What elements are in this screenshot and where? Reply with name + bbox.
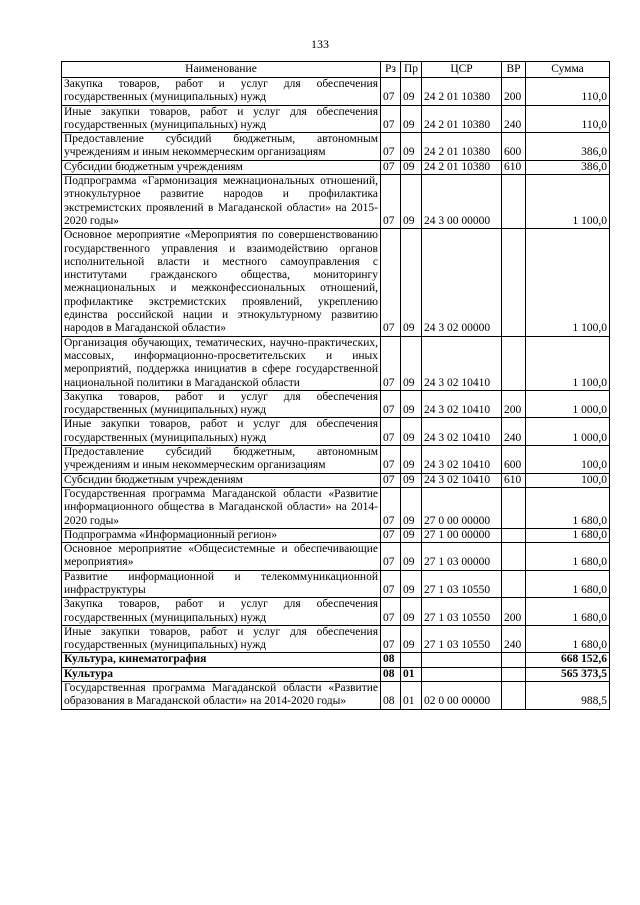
table-row <box>62 418 610 446</box>
cell-rz: 07 <box>381 625 401 653</box>
table-row <box>62 528 610 542</box>
cell-csr: 24 3 02 10410 <box>422 473 502 487</box>
cell-sum: 1 680,0 <box>526 598 610 626</box>
cell-sum: 386,0 <box>526 160 610 174</box>
table-row <box>62 570 610 598</box>
table-row <box>62 487 610 528</box>
cell-vr <box>502 667 526 681</box>
cell-pr: 09 <box>401 418 422 446</box>
header-pr: Пр <box>401 62 422 78</box>
cell-rz: 07 <box>381 487 401 528</box>
cell-sum: 1 680,0 <box>526 543 610 571</box>
cell-pr: 01 <box>401 682 422 710</box>
table-row <box>62 229 610 336</box>
cell-rz: 07 <box>381 473 401 487</box>
cell-rz: 07 <box>381 543 401 571</box>
cell-csr: 24 2 01 10380 <box>422 105 502 133</box>
cell-rz: 08 <box>381 682 401 710</box>
cell-name: Закупка товаров, работ и услуг для обеспечения государственных (муниципальных) нужд <box>62 390 381 418</box>
cell-name: Иные закупки товаров, работ и услуг для обеспечения государственных (муниципальных) нужд <box>62 105 381 133</box>
cell-pr: 09 <box>401 133 422 161</box>
cell-csr: 27 1 00 00000 <box>422 528 502 542</box>
cell-name: Иные закупки товаров, работ и услуг для обеспечения государственных (муниципальных) нужд <box>62 625 381 653</box>
cell-pr: 09 <box>401 78 422 106</box>
cell-csr: 24 3 02 10410 <box>422 390 502 418</box>
cell-pr: 09 <box>401 598 422 626</box>
cell-pr: 09 <box>401 446 422 474</box>
cell-vr: 610 <box>502 473 526 487</box>
cell-sum: 1 100,0 <box>526 336 610 390</box>
cell-name: Организация обучающих, тематических, научно-практических, массовых, информационно-просветительских и иных мероприятий, поддержка инициатив в сфере государственной национальной политики в Магаданской области <box>62 336 381 390</box>
cell-vr: 200 <box>502 390 526 418</box>
cell-pr: 09 <box>401 570 422 598</box>
cell-vr: 240 <box>502 105 526 133</box>
table-row <box>62 653 610 667</box>
cell-vr: 200 <box>502 78 526 106</box>
cell-sum: 100,0 <box>526 446 610 474</box>
table-row <box>62 78 610 106</box>
cell-rz: 07 <box>381 418 401 446</box>
cell-name: Субсидии бюджетным учреждениям <box>62 160 381 174</box>
cell-pr: 09 <box>401 390 422 418</box>
cell-rz: 07 <box>381 528 401 542</box>
cell-rz: 08 <box>381 667 401 681</box>
cell-vr: 610 <box>502 160 526 174</box>
cell-rz: 08 <box>381 653 401 667</box>
cell-name: Подпрограмма «Гармонизация межнациональных отношений, этнокультурное развитие народов и профилактика экстремистских проявлений в Магаданской области» на 2015-2020 годы» <box>62 175 381 229</box>
table-row <box>62 598 610 626</box>
cell-sum: 1 680,0 <box>526 487 610 528</box>
table-row <box>62 390 610 418</box>
cell-sum: 988,5 <box>526 682 610 710</box>
cell-sum: 565 373,5 <box>526 667 610 681</box>
cell-csr: 27 1 03 10550 <box>422 598 502 626</box>
cell-rz: 07 <box>381 446 401 474</box>
cell-csr: 02 0 00 00000 <box>422 682 502 710</box>
cell-csr: 27 1 03 10550 <box>422 625 502 653</box>
cell-rz: 07 <box>381 336 401 390</box>
cell-pr: 09 <box>401 336 422 390</box>
cell-sum: 1 000,0 <box>526 390 610 418</box>
cell-name: Культура, кинематография <box>62 653 381 667</box>
cell-csr: 24 2 01 10380 <box>422 133 502 161</box>
cell-csr: 24 3 02 00000 <box>422 229 502 336</box>
cell-name: Подпрограмма «Информационный регион» <box>62 528 381 542</box>
cell-name: Культура <box>62 667 381 681</box>
cell-vr <box>502 682 526 710</box>
cell-csr: 24 2 01 10380 <box>422 78 502 106</box>
cell-rz: 07 <box>381 175 401 229</box>
table-row <box>62 667 610 681</box>
cell-vr: 600 <box>502 133 526 161</box>
header-csr: ЦСР <box>422 62 502 78</box>
cell-rz: 07 <box>381 390 401 418</box>
cell-rz: 07 <box>381 160 401 174</box>
cell-vr: 600 <box>502 446 526 474</box>
cell-vr <box>502 653 526 667</box>
cell-sum: 1 000,0 <box>526 418 610 446</box>
cell-csr: 24 2 01 10380 <box>422 160 502 174</box>
header-vr: ВР <box>502 62 526 78</box>
cell-vr <box>502 336 526 390</box>
cell-vr <box>502 229 526 336</box>
cell-vr <box>502 528 526 542</box>
cell-csr: 24 3 02 10410 <box>422 418 502 446</box>
cell-name: Закупка товаров, работ и услуг для обеспечения государственных (муниципальных) нужд <box>62 78 381 106</box>
cell-csr: 27 1 03 10550 <box>422 570 502 598</box>
cell-sum: 1 680,0 <box>526 570 610 598</box>
page-number: 133 <box>311 37 329 51</box>
cell-name: Государственная программа Магаданской области «Развитие информационного общества в Магаданской области» на 2014-2020 годы» <box>62 487 381 528</box>
cell-vr <box>502 487 526 528</box>
cell-pr <box>401 653 422 667</box>
table-header-row <box>62 62 610 78</box>
budget-table <box>61 61 610 710</box>
cell-name: Основное мероприятие «Общесистемные и обеспечивающие мероприятия» <box>62 543 381 571</box>
cell-name: Закупка товаров, работ и услуг для обеспечения государственных (муниципальных) нужд <box>62 598 381 626</box>
cell-csr <box>422 653 502 667</box>
cell-vr <box>502 543 526 571</box>
cell-sum: 668 152,6 <box>526 653 610 667</box>
cell-pr: 09 <box>401 625 422 653</box>
cell-sum: 1 680,0 <box>526 625 610 653</box>
table-row <box>62 682 610 710</box>
table-row <box>62 175 610 229</box>
cell-vr <box>502 175 526 229</box>
table-row <box>62 336 610 390</box>
cell-rz: 07 <box>381 598 401 626</box>
cell-pr: 09 <box>401 528 422 542</box>
cell-vr: 240 <box>502 625 526 653</box>
cell-sum: 110,0 <box>526 105 610 133</box>
cell-sum: 1 680,0 <box>526 528 610 542</box>
cell-pr: 09 <box>401 160 422 174</box>
cell-pr: 01 <box>401 667 422 681</box>
cell-csr: 24 3 00 00000 <box>422 175 502 229</box>
cell-rz: 07 <box>381 229 401 336</box>
cell-csr: 24 3 02 10410 <box>422 446 502 474</box>
header-name: Наименование <box>62 62 381 78</box>
cell-name: Предоставление субсидий бюджетным, автономным учреждениям и иным некоммерческим организациям <box>62 133 381 161</box>
cell-name: Иные закупки товаров, работ и услуг для обеспечения государственных (муниципальных) нужд <box>62 418 381 446</box>
table-row <box>62 133 610 161</box>
cell-pr: 09 <box>401 105 422 133</box>
cell-sum: 1 100,0 <box>526 175 610 229</box>
cell-pr: 09 <box>401 473 422 487</box>
header-rz: Рз <box>381 62 401 78</box>
table-row <box>62 446 610 474</box>
cell-rz: 07 <box>381 133 401 161</box>
cell-pr: 09 <box>401 175 422 229</box>
cell-vr: 200 <box>502 598 526 626</box>
table-row <box>62 105 610 133</box>
cell-csr: 27 0 00 00000 <box>422 487 502 528</box>
cell-name: Субсидии бюджетным учреждениям <box>62 473 381 487</box>
table-row <box>62 473 610 487</box>
cell-csr <box>422 667 502 681</box>
cell-name: Государственная программа Магаданской области «Развитие образования в Магаданской области» на 2014-2020 годы» <box>62 682 381 710</box>
cell-rz: 07 <box>381 78 401 106</box>
table-row <box>62 543 610 571</box>
cell-name: Основное мероприятие «Мероприятия по совершенствованию государственного управления и взаимодействию органов исполнительной власти и местного самоуправления с институтами гражданского общества, мониторингу межнациональных и межконфессиональных отношений, профилактике экстремистских проявлений, укреплению единства российской нации и этнокультурному развитию народов в Магаданской области» <box>62 229 381 336</box>
cell-sum: 1 100,0 <box>526 229 610 336</box>
table-row <box>62 160 610 174</box>
cell-vr: 240 <box>502 418 526 446</box>
cell-name: Развитие информационной и телекоммуникационной инфраструктуры <box>62 570 381 598</box>
cell-pr: 09 <box>401 487 422 528</box>
header-sum: Сумма <box>526 62 610 78</box>
cell-csr: 24 3 02 10410 <box>422 336 502 390</box>
cell-csr: 27 1 03 00000 <box>422 543 502 571</box>
cell-sum: 100,0 <box>526 473 610 487</box>
table-body <box>62 78 610 710</box>
cell-pr: 09 <box>401 229 422 336</box>
table-row <box>62 625 610 653</box>
cell-pr: 09 <box>401 543 422 571</box>
cell-rz: 07 <box>381 105 401 133</box>
cell-sum: 110,0 <box>526 78 610 106</box>
cell-rz: 07 <box>381 570 401 598</box>
cell-sum: 386,0 <box>526 133 610 161</box>
cell-vr <box>502 570 526 598</box>
cell-name: Предоставление субсидий бюджетным, автономным учреждениям и иным некоммерческим организациям <box>62 446 381 474</box>
